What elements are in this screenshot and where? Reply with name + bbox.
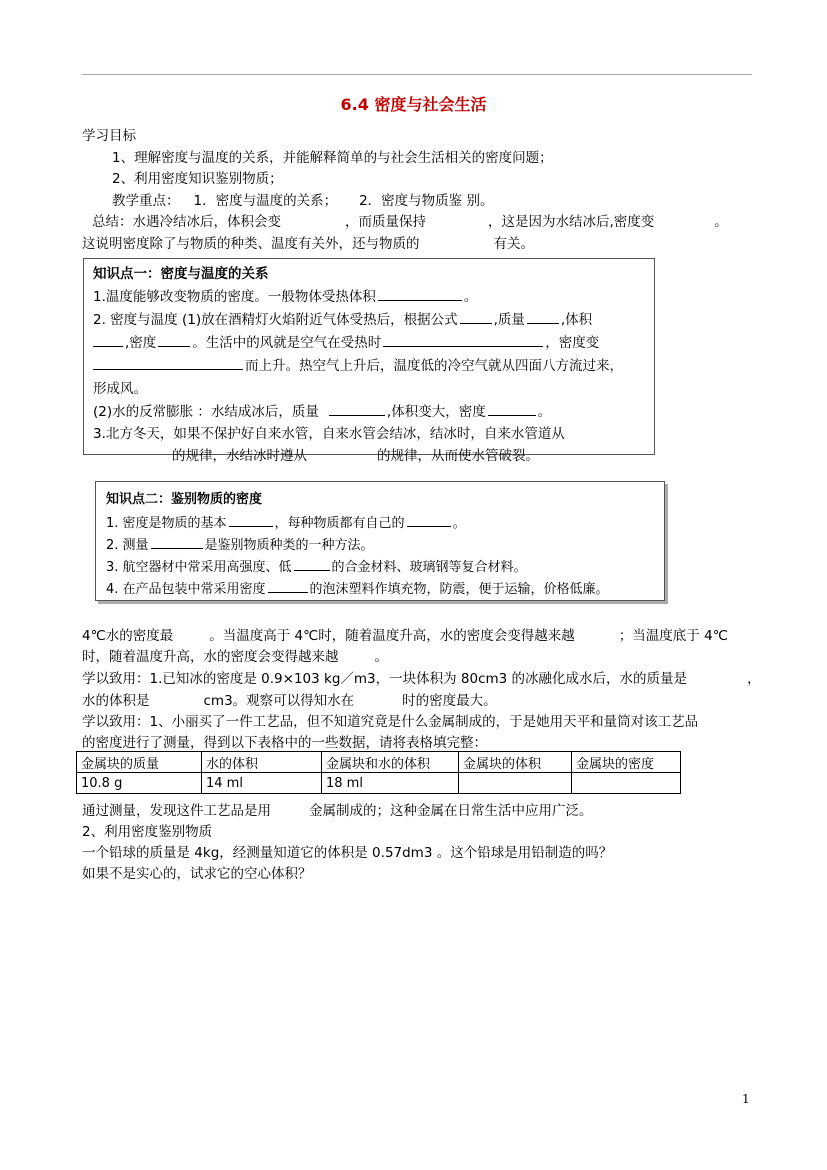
page-title: 6.4 密度与社会生活 bbox=[340, 95, 487, 114]
table-header-cell: 金属块和水的体积 bbox=[322, 752, 459, 773]
box2-line-2: 2. 测量 是鉴别物质种类的一种方法。 bbox=[106, 534, 374, 553]
table-cell: 18 ml bbox=[322, 773, 459, 794]
box2-line-3: 3. 航空器材中常采用高强度、低 的合金材料、玻璃钢等复合材料。 bbox=[106, 556, 527, 575]
para-line-5: 学以致用：1、小丽买了一件工艺品，但不知道究竟是什么金属制成的，于是她用天平和量筒对该工艺品 bbox=[82, 714, 699, 730]
para-line-2: 时，随着温度升高，水的密度会变得越来越 。 bbox=[82, 649, 388, 665]
para-line-1: 4℃水的密度最 。当温度高于 4℃时，随着温度升高，水的密度会变得越来越 ；当温度底于 4℃ bbox=[82, 628, 728, 644]
knowledge-box-2 bbox=[95, 481, 665, 601]
table-cell bbox=[459, 773, 572, 794]
measurement-table bbox=[76, 751, 681, 794]
objective-1: 1、理解密度与温度的关系，并能解释简单的与社会生活相关的密度问题； bbox=[112, 150, 553, 166]
box1-line-1: 1.温度能够改变物质的密度。一般物体受热体积 。 bbox=[93, 289, 478, 305]
focus-1: 1．密度与温度的关系； bbox=[193, 193, 338, 209]
objective-2: 2、利用密度知识鉴别物质； bbox=[112, 171, 283, 187]
objectives-heading: 学习目标 bbox=[82, 128, 136, 144]
table-cell: 14 ml bbox=[202, 773, 322, 794]
table-header-cell: 金属块的体积 bbox=[459, 752, 572, 773]
box2-line-1: 1. 密度是物质的基本 ，每种物质都有自己的 。 bbox=[106, 512, 466, 531]
box1-line-6: (2)水的反常膨胀 ：水结成冰后，质量 ,体积变大，密度 。 bbox=[93, 404, 552, 420]
box1-line-5: 形成风。 bbox=[93, 381, 147, 397]
page-number: 1 bbox=[742, 1092, 750, 1106]
box1-heading: 知识点一：密度与温度的关系 bbox=[93, 266, 269, 282]
after-line-1: 通过测量，发现这件工艺品是用 金属制成的；这种金属在日常生活中应用广泛。 bbox=[82, 803, 593, 819]
para-line-6: 的密度进行了测量，得到以下表格中的一些数据，请将表格填完整： bbox=[82, 735, 487, 751]
para-line-4: 水的体积是 cm3。观察可以得知水在 时的密度最大。 bbox=[82, 693, 497, 709]
teaching-focus bbox=[112, 189, 493, 209]
knowledge-box-1 bbox=[83, 258, 655, 464]
box1-line-2: 2. 密度与温度 (1)放在酒精灯火焰附近气体受热后，根据公式 ,质量 ,体积 bbox=[93, 312, 593, 328]
summary-line-2: 这说明密度除了与物质的种类、温度有关外，还与物质的 有关。 bbox=[82, 236, 534, 252]
after-line-2: 2、利用密度鉴别物质 bbox=[82, 824, 213, 840]
table-row bbox=[77, 773, 681, 794]
para-line-3: 学以致用：1.已知冰的密度是 0.9×103 kg／m3，一块体积为 80cm3 的冰融化成水后，水的质量是 ， bbox=[82, 671, 761, 687]
table-cell bbox=[572, 773, 681, 794]
box1-line-3: ,密度 。生活中的风就是空气在受热时 ，密度变 bbox=[93, 331, 599, 351]
after-line-3: 一个铅球的质量是 4kg，经测量知道它的体积是 0.57dm3 。这个铅球是用铅制造的吗？ bbox=[82, 845, 613, 861]
table-header-cell: 金属块的质量 bbox=[77, 752, 202, 773]
box1-line-4: 而上升。热空气上升后，温度低的冷空气就从四面八方流过来， bbox=[93, 354, 623, 374]
box2-line-4: 4. 在产品包装中常采用密度 的泡沫塑料作填充物，防震，便于运输，价格低廉。 bbox=[106, 578, 609, 597]
header-rule bbox=[82, 74, 752, 75]
table-header-row bbox=[77, 752, 681, 773]
summary-line-1: 总结：水遇冷结冰后，体积会变 ，而质量保持 ，这是因为水结冰后,密度变 。 bbox=[92, 214, 728, 230]
box1-line-8-clipped: 的规律，水结冰时遵从 的规律，从而使水管破裂。 bbox=[172, 448, 539, 464]
focus-label: 教学重点： bbox=[112, 193, 180, 209]
table-cell: 10.8 g bbox=[77, 773, 202, 794]
focus-2: 2．密度与物质鉴 别。 bbox=[359, 193, 494, 209]
table-header-cell: 金属块的密度 bbox=[572, 752, 681, 773]
table-header-cell: 水的体积 bbox=[202, 752, 322, 773]
after-line-4: 如果不是实心的，试求它的空心体积？ bbox=[82, 866, 312, 882]
box1-line-7: 3.北方冬天，如果不保护好自来水管，自来水管会结冰，结冰时，自来水管道从 bbox=[93, 426, 565, 442]
box2-heading: 知识点二：鉴别物质的密度 bbox=[106, 492, 263, 507]
